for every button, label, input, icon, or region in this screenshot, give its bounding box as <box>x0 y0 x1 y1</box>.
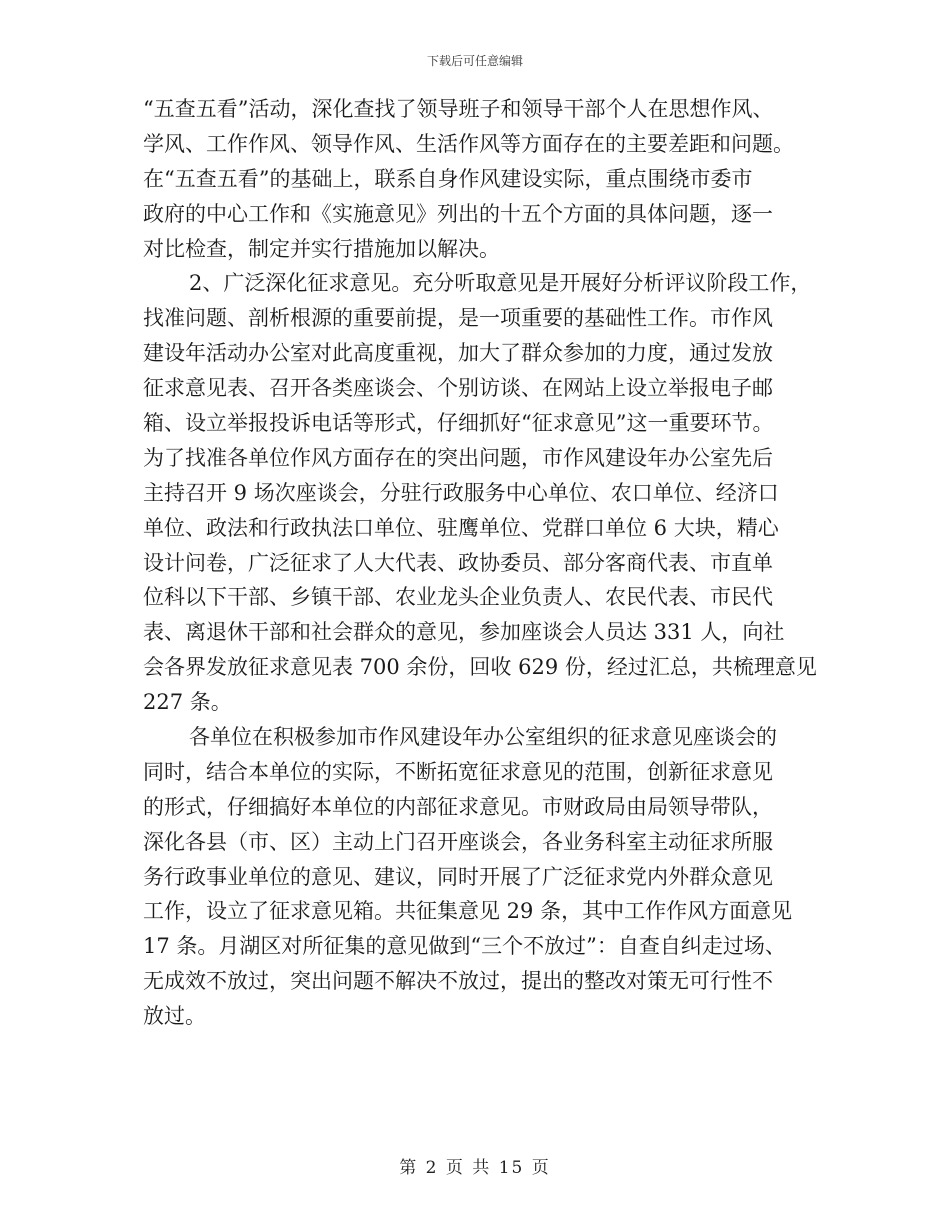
paragraph-line: 位科以下干部、乡镇干部、农业龙头企业负责人、农民代表、市民代 <box>143 585 773 610</box>
paragraph-line: 设计问卷，广泛征求了人大代表、政协委员、部分客商代表、市直单 <box>143 550 773 575</box>
paragraph-line: 会各界发放征求意见表 700 余份，回收 629 份，经过汇总，共梳理意见 <box>143 655 817 680</box>
paragraph-line: 学风、工作作风、领导作风、生活作风等方面存在的主要差距和问题。 <box>143 131 794 156</box>
paragraph-line: 对比检查，制定并实行措施加以解决。 <box>143 236 500 261</box>
paragraph-line: 为了找准各单位作风方面存在的突出问题，市作风建设年办公室先后 <box>143 445 773 470</box>
paragraph-line: 工作，设立了征求意见箱。共征集意见 29 条，其中工作作风方面意见 <box>143 899 793 924</box>
paragraph-line: 建设年活动办公室对此高度重视，加大了群众参加的力度，通过发放 <box>143 341 773 366</box>
paragraph-line: 17 条。月湖区对所征集的意见做到“三个不放过”：自查自纠走过场、 <box>143 934 786 959</box>
paragraph-first-line: 2、广泛深化征求意见。充分听取意见是开展好分析评议阶段工作， <box>189 271 812 296</box>
paragraph-line: 主持召开 9 场次座谈会，分驻行政服务中心单位、农口单位、经济口 <box>143 480 779 505</box>
paragraph-line: 单位、政法和行政执法口单位、驻鹰单位、党群口单位 6 大块，精心 <box>143 515 779 540</box>
paragraph-line: “五查五看”活动，深化查找了领导班子和领导干部个人在思想作风、 <box>143 97 774 121</box>
paragraph-line: 放过。 <box>143 1004 206 1029</box>
paragraph-line: 找准问题、剖析根源的重要前提，是一项重要的基础性工作。市作风 <box>143 306 773 331</box>
body-text <box>143 92 823 1034</box>
paragraph-line: 箱、设立举报投诉电话等形式，仔细抓好“征求意见”这一重要环节。 <box>143 411 774 436</box>
paragraph-line: 深化各县（市、区）主动上门召开座谈会，各业务科室主动征求所服 <box>143 829 773 854</box>
paragraph-first-line: 各单位在积极参加市作风建设年办公室组织的征求意见座谈会的 <box>189 725 777 750</box>
paragraph-line: 的形式，仔细搞好本单位的内部征求意见。市财政局由局领导带队， <box>143 794 773 819</box>
page-footer: 第 2 页 共 15 页 <box>399 1158 551 1178</box>
paragraph-line: 征求意见表、召开各类座谈会、个别访谈、在网站上设立举报电子邮 <box>143 376 773 401</box>
paragraph-line: 在“五查五看”的基础上，联系自身作风建设实际，重点围绕市委市 <box>143 166 753 191</box>
page-header: 下载后可任意编辑 <box>426 54 523 68</box>
paragraph-line: 227 条。 <box>143 690 232 715</box>
paragraph-line: 无成效不放过，突出问题不解决不放过，提出的整改对策无可行性不 <box>143 969 773 994</box>
paragraph-line: 表、离退休干部和社会群众的意见，参加座谈会人员达 331 人，向社 <box>143 620 785 645</box>
paragraph-line: 政府的中心工作和《实施意见》列出的十五个方面的具体问题，逐一 <box>143 201 773 226</box>
paragraph-line: 同时，结合本单位的实际，不断拓宽征求意见的范围，创新征求意见 <box>143 759 773 784</box>
paragraph-line: 务行政事业单位的意见、建议，同时开展了广泛征求党内外群众意见 <box>143 864 773 889</box>
